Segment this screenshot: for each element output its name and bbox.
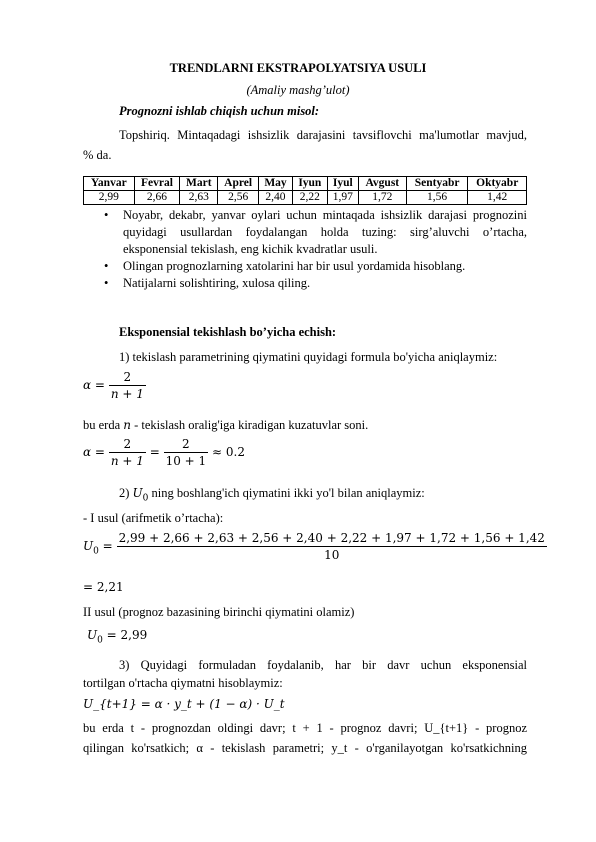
- table-cell: 1,56: [406, 191, 468, 205]
- fraction-denominator: 10 + 1: [165, 454, 207, 468]
- bullet-icon: •: [104, 276, 109, 290]
- method-1-text: - I usul (arifmetik o’rtacha):: [83, 511, 224, 525]
- explain-line-1: bu erda t - prognozdan oldingi davr; t + 1 - prognoz davri; U_{t+1} - prognoz: [83, 721, 527, 735]
- formula-lhs-var: U: [83, 539, 94, 553]
- table-cell: 1,97: [327, 191, 358, 205]
- step-1-text: 1) tekislash parametrining qiymatini quyidagi formula bo'yicha aniqlaymiz:: [119, 350, 498, 364]
- example-heading: Prognozni ishlab chiqish uchun misol:: [119, 104, 320, 118]
- table-cell: 2,56: [218, 191, 259, 205]
- fraction-denominator: 10: [324, 548, 340, 562]
- fraction-numerator: 2: [109, 370, 146, 386]
- step-2-text: [119, 486, 425, 504]
- u0-second-formula: [87, 628, 147, 645]
- step-2-suffix: ning boshlang'ich qiymatini ikki yo'l bilan aniqlaymiz:: [148, 486, 425, 500]
- fraction-numerator: 2,99 + 2,66 + 2,63 + 2,56 + 2,40 + 2,22 + 1,97 + 1,72 + 1,56 + 1,42: [118, 531, 545, 545]
- table-header-cell: Oktyabr: [468, 177, 527, 191]
- fraction-numerator: 2: [109, 437, 146, 453]
- formula-alpha: [83, 370, 146, 401]
- table-header-cell: Mart: [180, 177, 218, 191]
- step-3-line-2: tortilgan o'rtacha qiymatni hisoblaymiz:: [83, 676, 283, 690]
- var-u-sub: 0: [97, 635, 103, 646]
- list-item: [83, 258, 527, 275]
- var-u: U: [87, 628, 98, 642]
- formula-u0: [83, 531, 547, 562]
- page-subtitle: (Amaliy mashg’ulot): [246, 83, 350, 97]
- table-header-cell: Avgust: [358, 177, 406, 191]
- table-cell: 1,72: [358, 191, 406, 205]
- fraction-numerator: 2: [164, 437, 209, 453]
- list-item: [83, 275, 527, 292]
- table-header-cell: Aprel: [218, 177, 259, 191]
- equals-sign: =: [149, 445, 160, 459]
- table-header-cell: Iyul: [327, 177, 358, 191]
- table-cell: 2,22: [292, 191, 327, 205]
- table-cell: 2,66: [134, 191, 180, 205]
- formula-lhs-sub: 0: [93, 546, 99, 557]
- fraction: [109, 370, 146, 401]
- task-list: [83, 207, 527, 292]
- formula-recursive: U_{t+1} = α · y_t + (1 − α) · U_t: [83, 697, 285, 711]
- formula-lhs: α =: [83, 445, 105, 459]
- where-n-suffix: - tekislash oralig'iga kiradigan kuzatuvlar soni.: [131, 418, 369, 432]
- task-line-2: % da.: [83, 148, 112, 162]
- table-row: [84, 191, 527, 205]
- list-item-text: Olingan prognozlarning xatolarini har bir usul yordamida hisoblang.: [123, 259, 466, 273]
- bullet-icon: •: [104, 208, 109, 222]
- approx-result: ≈ 0.2: [212, 445, 245, 459]
- fraction: [117, 531, 547, 562]
- var-n: n: [123, 418, 131, 432]
- table-cell: 1,42: [468, 191, 527, 205]
- fraction: [109, 437, 146, 468]
- table-header-cell: Iyun: [292, 177, 327, 191]
- table-header-cell: May: [259, 177, 293, 191]
- list-item-text: Noyabr, dekabr, yanvar oylari uchun mintaqada ishsizlik darajasi prognozini quyidagi usullardan foydalangan holda tuzing: sirg’aluvchi o’rtacha, eksponensial tekislash, eng kichik kvadratlar usuli.: [123, 208, 527, 256]
- formula-lhs-eq: =: [98, 539, 113, 553]
- where-n-prefix: bu erda: [83, 418, 124, 432]
- list-item-text: Natijalarni solishtiring, xulosa qiling.: [123, 276, 311, 290]
- table-header-cell: Sentyabr: [406, 177, 468, 191]
- var-u-sub: 0: [142, 493, 149, 504]
- bullet-icon: •: [104, 259, 109, 273]
- var-u: U: [132, 486, 143, 500]
- formula-alpha-calc: [83, 437, 245, 468]
- list-item: [83, 207, 527, 258]
- where-n-text: [83, 418, 368, 433]
- task-line-1: Topshiriq. Mintaqadagi ishsizlik darajasini tavsiflovchi ma'lumotlar mavjud,: [119, 128, 527, 142]
- explain-line-2: qilingan ko'rsatkich; α - tekislash parametri; y_t - o'rganilayotgan ko'rsatkichning: [83, 741, 527, 755]
- table-cell: 2,40: [259, 191, 293, 205]
- formula-lhs: α =: [83, 378, 105, 392]
- fraction: [164, 437, 209, 468]
- u0-second-value: = 2,99: [102, 628, 148, 642]
- page-title: TRENDLARNI EKSTRAPOLYATSIYA USULI: [169, 61, 427, 75]
- fraction-denominator: n + 1: [110, 454, 144, 468]
- unemployment-table: [83, 176, 527, 205]
- step-3-line-1: 3) Quyidagi formuladan foydalanib, har bir davr uchun eksponensial: [119, 658, 527, 672]
- u0-result: = 2,21: [83, 580, 124, 594]
- table-cell: 2,63: [180, 191, 218, 205]
- solution-heading: Eksponensial tekishlash bo’yicha echish:: [119, 325, 337, 339]
- table-header-row: [84, 177, 527, 191]
- step-2-prefix: 2): [119, 486, 133, 500]
- table-header-cell: Yanvar: [84, 177, 135, 191]
- method-2-text: II usul (prognoz bazasining birinchi qiymatini olamiz): [83, 605, 355, 619]
- table-header-cell: Fevral: [134, 177, 180, 191]
- fraction-denominator: n + 1: [110, 387, 144, 401]
- table-cell: 2,99: [84, 191, 135, 205]
